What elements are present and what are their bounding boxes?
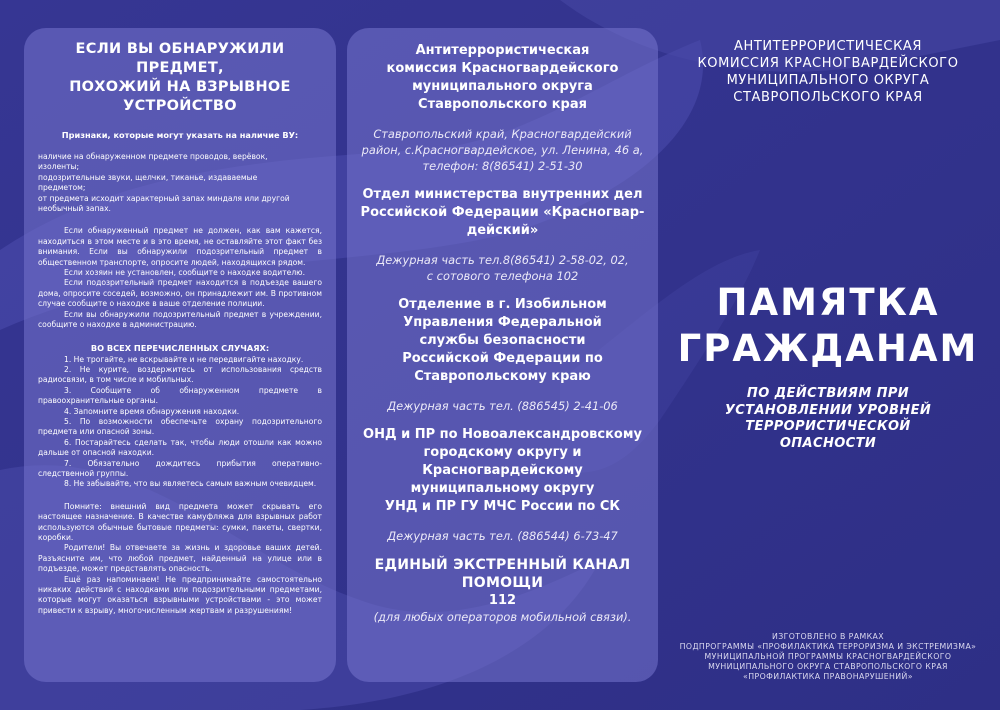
- list-item: 1. Не трогайте, не вскрывайте и не передвигайте находку.: [64, 354, 304, 364]
- list-item: 5. По возможности обеспечьте охрану подозрительного предмета или опасной зоны.: [38, 416, 322, 437]
- list-item: 3. Сообщите об обнаруженном предмете в правоохранительные органы.: [38, 385, 322, 406]
- list-item: изоленты;: [38, 162, 80, 172]
- cases-list: [38, 355, 322, 490]
- org-fsb-contacts: Дежурная часть тел. (886545) 2-41-06: [387, 399, 618, 413]
- emergency-note: (для любых операторов мобильной связи).: [373, 610, 632, 624]
- paragraph: Если вы обнаружили подозрительный предмет в учреждении, сообщите о находке в администрацию.: [38, 309, 322, 330]
- page-subtitle: ПО ДЕЙСТВИЯМ ПРИ УСТАНОВЛЕНИИ УРОВНЕЙ ТЕРРОРИСТИЧЕСКОЙ ОПАСНОСТИ: [724, 386, 932, 451]
- page-title: ПАМЯТКА ГРАЖДАНАМ: [677, 281, 979, 370]
- org-emergency-ministry-contacts: Дежурная часть тел. (886544) 6-73-47: [387, 529, 618, 543]
- list-item: подозрительные звуки, щелчки, тиканье, издаваемые: [38, 172, 258, 182]
- panel-suspicious-object: [24, 28, 336, 682]
- cases-heading: ВО ВСЕХ ПЕРЕЧИСЛЕННЫХ СЛУЧАЯХ:: [90, 342, 270, 353]
- warnings: [38, 502, 322, 616]
- emergency-number: 112: [488, 593, 517, 608]
- paragraph: Если хозяин не установлен, сообщите о находке водителю.: [64, 268, 305, 278]
- list-item: необычный запах.: [38, 204, 111, 214]
- panel-contacts: [347, 28, 658, 682]
- list-item: 7. Обязательно дождитесь прибытия оперативно-следственной группы.: [38, 458, 322, 478]
- paragraph: Если обнаруженный предмет не должен, как вам кажется, находиться в этом месте и в это время, не оставляйте этот факт без внимания. Если вы обнаружили подозрительный предмет в общественном транспорте, опросите людей, находящихся рядом.: [38, 226, 322, 267]
- paragraph: Ещё раз напоминаем! Не предпринимайте самостоятельно никаких действий с находками или подозрительными предметами, которые могут оказаться взрывными устройствами - это может привести к взрыву, многочисленным жертвам и разрушениям!: [38, 574, 322, 615]
- list-item: 4. Запомните время обнаружения находки.: [64, 406, 240, 416]
- list-item: наличие на обнаруженном предмете проводов, верёвок,: [38, 152, 268, 161]
- commission-name: АНТИТЕРРОРИСТИЧЕСКАЯ КОМИССИЯ КРАСНОГВАРДЕЙСКОГО МУНИЦИПАЛЬНОГО ОКРУГА СТАВРОПОЛЬСКОГО КРАЯ: [697, 39, 959, 105]
- paragraph: Родители! Вы отвечаете за жизнь и здоровье ваших детей. Разъясните им, что любой предмет, найденный на улице или в подъезде, может представлять опасность.: [38, 543, 322, 574]
- list-item: 8. Не забывайте, что вы являетесь самым важным очевидцем.: [64, 479, 317, 489]
- signs-list: [38, 152, 322, 214]
- program-footer: ИЗГОТОВЛЕНО В РАМКАХ ПОДПРОГРАММЫ «ПРОФИЛАКТИКА ТЕРРОРИЗМА И ЭКСТРЕМИЗМА» МУНИЦИПАЛЬНОЙ ПРОГРАММЫ КРАСНОГВАРДЕЙСКОГО МУНИЦИПАЛЬНОГО ОКРУГА СТАВРОПОЛЬСКОГО КРАЯ «ПРОФИЛАКТИКА ПРАВОНАРУШЕНИЙ»: [679, 632, 977, 681]
- list-item: предметом;: [38, 183, 86, 193]
- emergency-channel-heading: ЕДИНЫЙ ЭКСТРЕННЫЙ КАНАЛ ПОМОЩИ: [374, 557, 631, 591]
- list-item: от предмета исходит характерный запах миндаля или другой: [38, 193, 290, 203]
- list-item: 6. Постарайтесь сделать так, чтобы люди отошли как можно дальше от опасной находки.: [38, 437, 322, 458]
- org-emergency-ministry: ОНД и ПР по Новоалександровскому городскому округу и Красногвардейскому муниципальному округу УНД и ПР ГУ МЧС России по СК: [363, 427, 642, 514]
- panel-cover: [668, 0, 988, 710]
- list-item: 2. Не курите, воздержитесь от использования средств радиосвязи, в том числе и мобильных.: [38, 364, 322, 385]
- paragraph: Если подозрительный предмет находится в подъезде вашего дома, опросите соседей, возможно, он принадлежит им. В противном случае сообщите о находке в ваше отделение полиции.: [38, 278, 322, 309]
- signs-heading: Признаки, которые могут указать на наличие ВУ:: [61, 130, 299, 140]
- org-fsb: Отделение в г. Изобильном Управления Федеральной службы безопасности Российской Федерации по Ставропольскому краю: [398, 297, 607, 384]
- suspicious-object-title: ЕСЛИ ВЫ ОБНАРУЖИЛИ ПРЕДМЕТ, ПОХОЖИЙ НА ВЗРЫВНОЕ УСТРОЙСТВО: [69, 41, 291, 114]
- instructions: [38, 226, 322, 330]
- org-police: Отдел министерства внутренних дел Российской Федерации «Красногвар- дейский»: [360, 187, 645, 238]
- org-commission: Антитеррористическая комиссия Красногвардейского муниципального округа Ставропольского края: [386, 43, 619, 112]
- org-police-contacts: Дежурная часть тел.8(86541) 2-58-02, 02, с сотового телефона 102: [376, 253, 629, 283]
- paragraph: Помните: внешний вид предмета может скрывать его настоящее назначение. В качестве камуфляжа для взрывных работ используются обычные бытовые предметы: сумки, пакеты, свертки, коробки.: [38, 501, 322, 542]
- org-commission-contacts: Ставропольский край, Красногвардейский район, с.Красногвардейское, ул. Ленина, 46 а, телефон: 8(86541) 2-51-30: [361, 127, 644, 173]
